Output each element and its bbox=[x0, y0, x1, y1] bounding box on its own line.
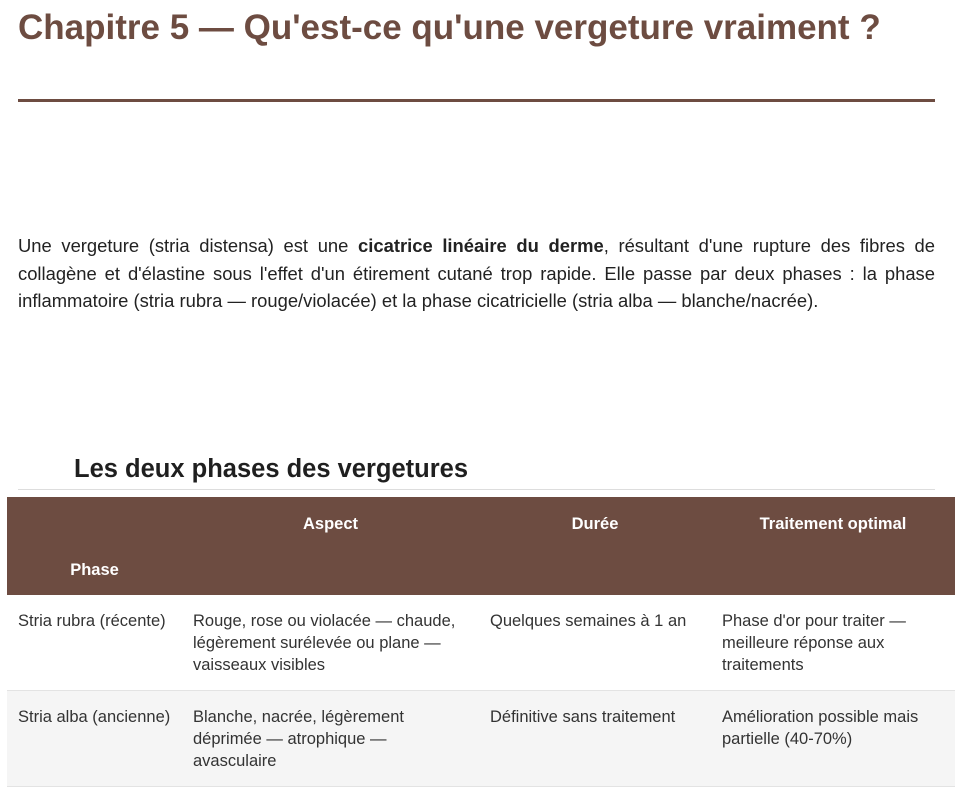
table-row bbox=[7, 691, 955, 787]
intro-text-start: Une vergeture (stria distensa) est une bbox=[18, 235, 359, 256]
header-duree bbox=[479, 497, 711, 595]
header-phase bbox=[7, 497, 182, 595]
cell-aspect: Rouge, rose ou violacée — chaude, légèrement surélevée ou plane — vaisseaux visibles bbox=[182, 595, 479, 691]
title-divider bbox=[18, 99, 935, 102]
cell-traitement: Amélioration possible mais partielle (40-70%) bbox=[711, 691, 955, 787]
header-aspect bbox=[182, 497, 479, 595]
cell-phase: Stria rubra (récente) bbox=[7, 595, 182, 691]
section-title: Les deux phases des vergetures bbox=[74, 455, 469, 483]
table-header-row bbox=[7, 497, 955, 595]
section-divider bbox=[18, 489, 935, 490]
cell-traitement: Phase d'or pour traiter — meilleure réponse aux traitements bbox=[711, 595, 955, 691]
intro-text-end: , résultant d'une rupture des fibres de collagène et d'élastine sous l'effet d'un étirement cutané trop rapide. Elle passe par deux phases : la phase inflammatoire (stria rubra — rouge/violacée) et la phase cicatricielle (stria alba — blanche/nacrée). bbox=[18, 235, 935, 311]
cell-duree: Définitive sans traitement bbox=[479, 691, 711, 787]
intro-emphasis: cicatrice linéaire du derme bbox=[358, 235, 604, 256]
intro-paragraph bbox=[18, 232, 935, 315]
cell-aspect: Blanche, nacrée, légèrement déprimée — atrophique — avasculaire bbox=[182, 691, 479, 787]
cell-duree: Quelques semaines à 1 an bbox=[479, 595, 711, 691]
header-traitement bbox=[711, 497, 955, 595]
header-traitement-label: Traitement optimal bbox=[759, 515, 907, 533]
cell-phase: Stria alba (ancienne) bbox=[7, 691, 182, 787]
chapter-title: Chapitre 5 — Qu'est-ce qu'une vergeture vraiment ? bbox=[18, 8, 881, 47]
header-phase-label: Phase bbox=[70, 561, 119, 579]
header-aspect-label: Aspect bbox=[302, 515, 359, 533]
table-row bbox=[7, 595, 955, 691]
phases-table bbox=[7, 497, 955, 787]
header-duree-label: Durée bbox=[571, 515, 619, 533]
